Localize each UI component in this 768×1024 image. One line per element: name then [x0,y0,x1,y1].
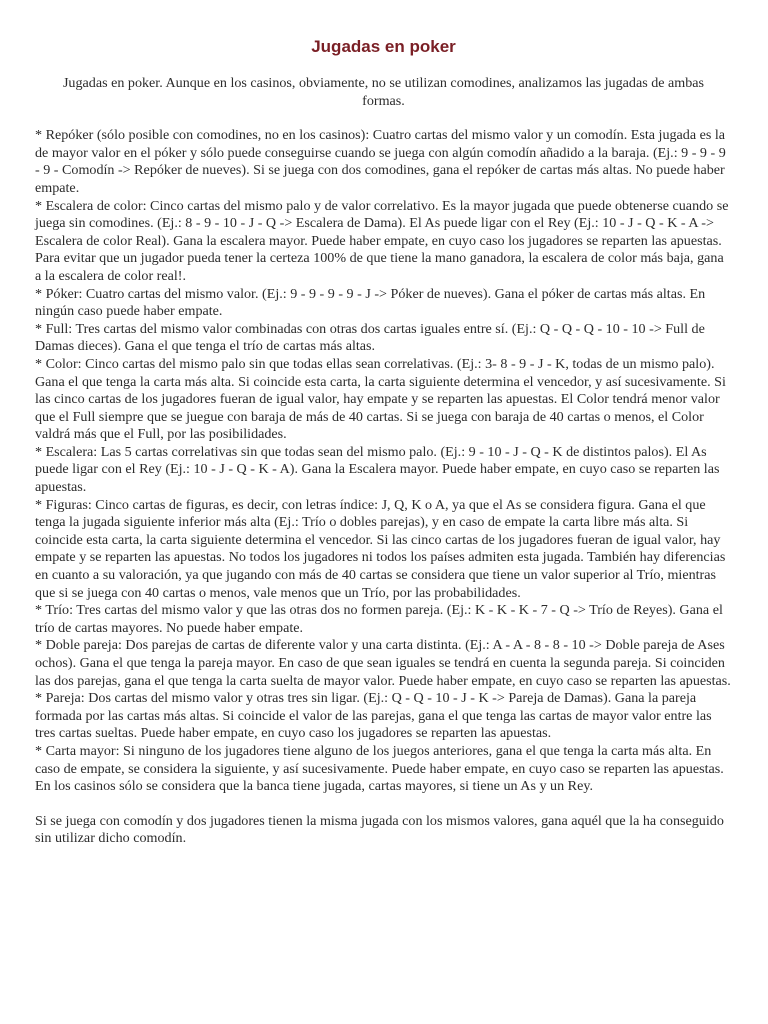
entry-color: * Color: Cinco cartas del mismo palo sin que todas ellas sean correlativas. (Ej.: 3- 8 - 9 - J - K, todas de un mismo palo). Gana el que tenga la carta más alta. Si coincide esta carta, la carta siguiente determina el vencedor, y así sucesivamente. Si las cinco cartas de los jugadores fueran de igual valor, hay empate y se reparten las apuestas. El Color tendrá menor valor que el Full siempre que se juegue con baraja de más de 40 cartas. Si se juega con baraja de 40 cartas o menos, el Color valdrá más que el Full, por las posibilidades. [35,355,726,443]
entry-figuras: * Figuras: Cinco cartas de figuras, es decir, con letras índice: J, Q, K o A, ya que el As se considera figura. Gana el que tenga la jugada siguiente inferior más alta (Ej.: Trío o dobles parejas), y en caso de empate la carta libre más alta. Si coincide esta carta, la carta siguiente determina el vencedor. Si las cinco cartas de los jugadores fueran de igual valor, hay empate y se reparten las apuestas. No todos los jugadores ni todos los países admiten esta jugada. También hay diferencias en cuanto a su valoración, ya que jugando con más de 40 cartas se considera que tiene un valor superior al Trío, mientras que si se juega con 40 cartas o menos, vale menos que un Trío, por las probabilidades. [35,496,726,601]
document-page [35,34,732,848]
entry-repoker: * Repóker (sólo posible con comodines, no en los casinos): Cuatro cartas del mismo valor y un comodín. Esta jugada es la de mayor valor en el póker y sólo puede conseguirse cuando se juega con algún comodín añadido a la baraja. (Ej.: 9 - 9 - 9 - 9 - Comodín -> Repóker de nueves). Si se juega con dos comodines, gana el repóker de cartas más altas. No puede haber empate. [35,127,726,196]
intro-paragraph: Jugadas en poker. Aunque en los casinos, obviamente, no se utilizan comodines, analizamos las jugadas de ambas formas. [62,75,705,109]
closing-paragraph: Si se juega con comodín y dos jugadores tienen la misma jugada con los mismos valores, gana aquél que la ha conseguido sin utilizar dicho comodín. [35,812,724,847]
entry-escalera: * Escalera: Las 5 cartas correlativas sin que todas sean del mismo palo. (Ej.: 9 - 10 - J - Q - K de distintos palos). El As puede ligar con el Rey (Ej.: 10 - J - Q - K - A). Gana la Escalera mayor. Puede haber empate, en cuyo caso se reparten las apuestas. [35,443,720,496]
entry-carta-mayor: * Carta mayor: Si ninguno de los jugadores tiene alguno de los juegos anteriores, gana el que tenga la carta más alta. En caso de empate, se considera la siguiente, y así sucesivamente. Puede haber empate, en cuyo caso se reparten las apuestas. En los casinos sólo se considera que la banca tiene jugada, cartas mayores, si tiene un As y un Rey. [35,742,724,795]
entry-doble-pareja: * Doble pareja: Dos parejas de cartas de diferente valor y una carta distinta. (Ej.: A - A - 8 - 8 - 10 -> Doble pareja de Ases ochos). Gana el que tenga la pareja mayor. En caso de que sean iguales se tendrá en cuenta la segunda pareja. Si coinciden las dos parejas, gana el que tenga la carta suelta de mayor valor. Puede haber empate, en cuyo caso se reparten las apuestas. [35,637,731,689]
entry-poker: * Póker: Cuatro cartas del mismo valor. (Ej.: 9 - 9 - 9 - 9 - J -> Póker de nueves). Gana el póker de cartas más altas. En ningún caso puede haber empate. [35,285,706,320]
hand-rankings-list [35,127,732,796]
entry-escalera-de-color: * Escalera de color: Cinco cartas del mismo palo y de valor correlativo. Es la mayor jugada que puede obtenerse cuando se juega sin comodines. (Ej.: 8 - 9 - 10 - J - Q -> Escalera de Dama). El As puede ligar con el Rey (Ej.: 10 - J - Q - K - A -> Escalera de color Real). Gana la escalera mayor. Puede haber empate, en cuyo caso los jugadores se reparten las apuestas. Para evitar que un jugador pueda tener la certeza 100% de que tiene la mano ganadora, la escalera de color más baja, gana a la escalera de color real!. [35,197,729,284]
entry-full: * Full: Tres cartas del mismo valor combinadas con otras dos cartas iguales entre sí. (Ej.: Q - Q - Q - 10 - 10 -> Full de Damas dieces). Gana el que tenga el trío de cartas más altas. [35,320,705,355]
page-title: Jugadas en poker [311,37,456,56]
entry-pareja: * Pareja: Dos cartas del mismo valor y otras tres sin ligar. (Ej.: Q - Q - 10 - J - K -> Pareja de Damas). Gana la pareja formada por las cartas más altas. Si coincide el valor de las parejas, gana el que tenga las cartas de mayor valor entre las tres cartas sueltas. Puede haber empate, en cuyo caso los jugadores se reparten las apuestas. [35,690,712,742]
entry-trio: * Trío: Tres cartas del mismo valor y que las otras dos no formen pareja. (Ej.: K - K - K - 7 - Q -> Trío de Reyes). Gana el trío de cartas mayores. No puede haber empate. [35,602,723,636]
